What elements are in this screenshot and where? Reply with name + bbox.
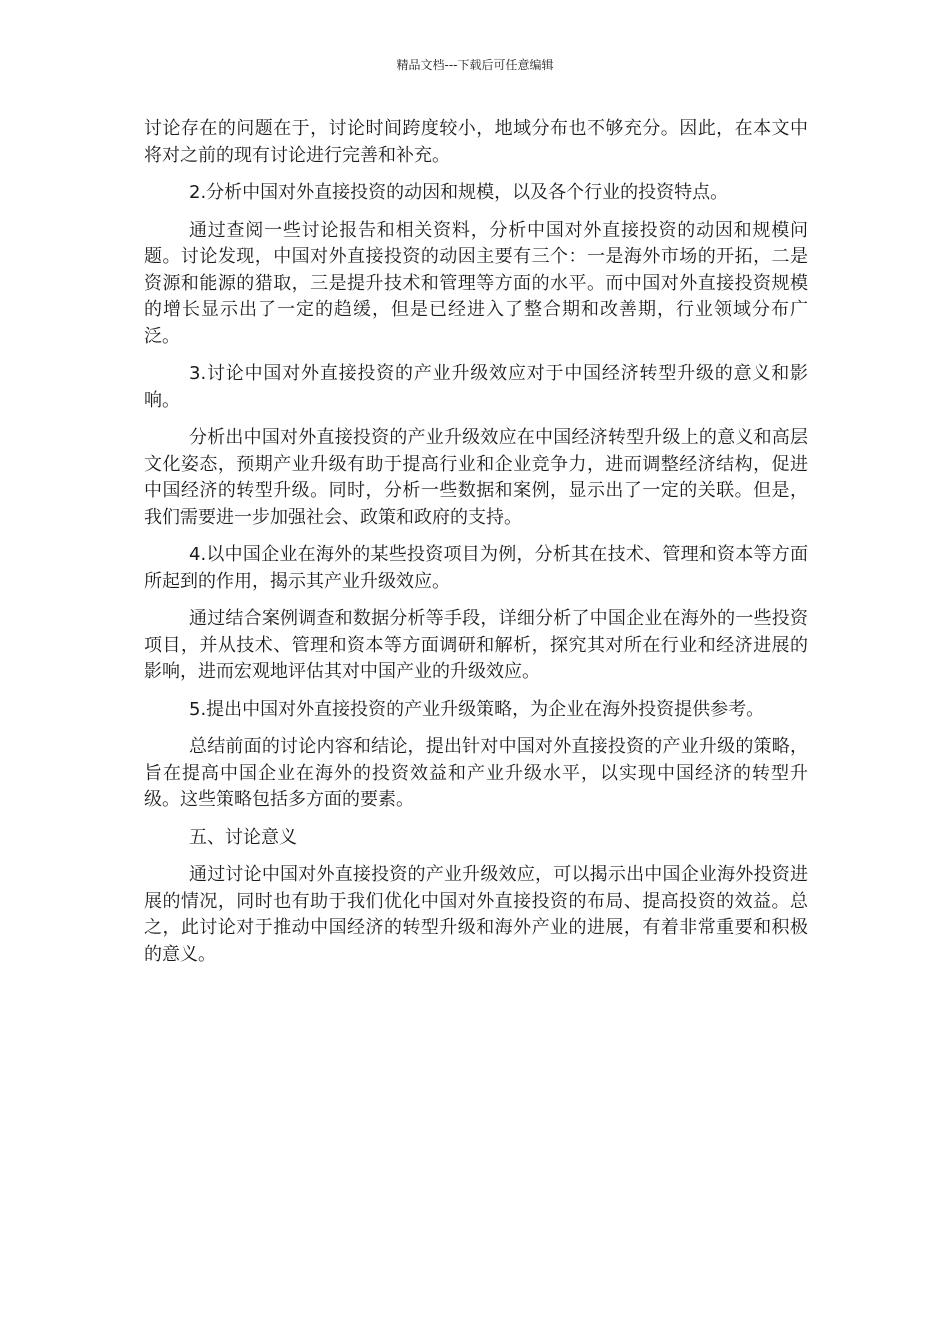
paragraph-8: 5.提出中国对外直接投资的产业升级策略，为企业在海外投资提供参考。 xyxy=(189,698,765,720)
paragraph-11: 通过讨论中国对外直接投资的产业升级效应，可以揭示出中国企业海外投资进展的情况，同时也有助于我们优化中国对外直接投资的布局、提高投资的效益。总之，此讨论对于推动中国经济的转型升级和海外产业的进展，有着非常重要和积极的意义。 xyxy=(144,864,808,965)
paragraph-6: 4.以中国企业在海外的某些投资项目为例，分析其在技术、管理和资本等方面所起到的作用，揭示其产业升级效应。 xyxy=(144,544,808,592)
section-heading: 五、讨论意义 xyxy=(189,826,297,848)
paragraph-3: 通过查阅一些讨论报告和相关资料，分析中国对外直接投资的动因和规模问题。讨论发现，中国对外直接投资的动因主要有三个：一是海外市场的开拓，二是资源和能源的猎取，三是提升技术和管理等方面的水平。而中国对外直接投资规模的增长显示出了一定的趋缓，但是已经进入了整合期和改善期，行业领域分布广泛。 xyxy=(144,219,808,347)
paragraph-9: 总结前面的讨论内容和结论，提出针对中国对外直接投资的产业升级的策略，旨在提高中国企业在海外的投资效益和产业升级水平，以实现中国经济的转型升级。这些策略包括多方面的要素。 xyxy=(144,736,808,810)
paragraph-7: 通过结合案例调查和数据分析等手段，详细分析了中国企业在海外的一些投资项目，并从技术、管理和资本等方面调研和解析，探究其对所在行业和经济进展的影响，进而宏观地评估其对中国产业的升级效应。 xyxy=(144,608,808,682)
document-body xyxy=(144,116,808,979)
paragraph-1: 讨论存在的问题在于，讨论时间跨度较小，地域分布也不够充分。因此，在本文中将对之前的现有讨论进行完善和补充。 xyxy=(144,118,808,166)
paragraph-4: 3.讨论中国对外直接投资的产业升级效应对于中国经济转型升级的意义和影响。 xyxy=(144,363,808,411)
paragraph-2: 2.分析中国对外直接投资的动因和规模，以及各个行业的投资特点。 xyxy=(189,182,729,203)
page-header: 精品文档---下载后可任意编辑 xyxy=(396,58,554,72)
paragraph-5: 分析出中国对外直接投资的产业升级效应在中国经济转型升级上的意义和高层文化姿态，预期产业升级有助于提高行业和企业竞争力，进而调整经济结构，促进中国经济的转型升级。同时，分析一些数据和案例，显示出了一定的关联。但是，我们需要进一步加强社会、政策和政府的支持。 xyxy=(144,427,808,528)
